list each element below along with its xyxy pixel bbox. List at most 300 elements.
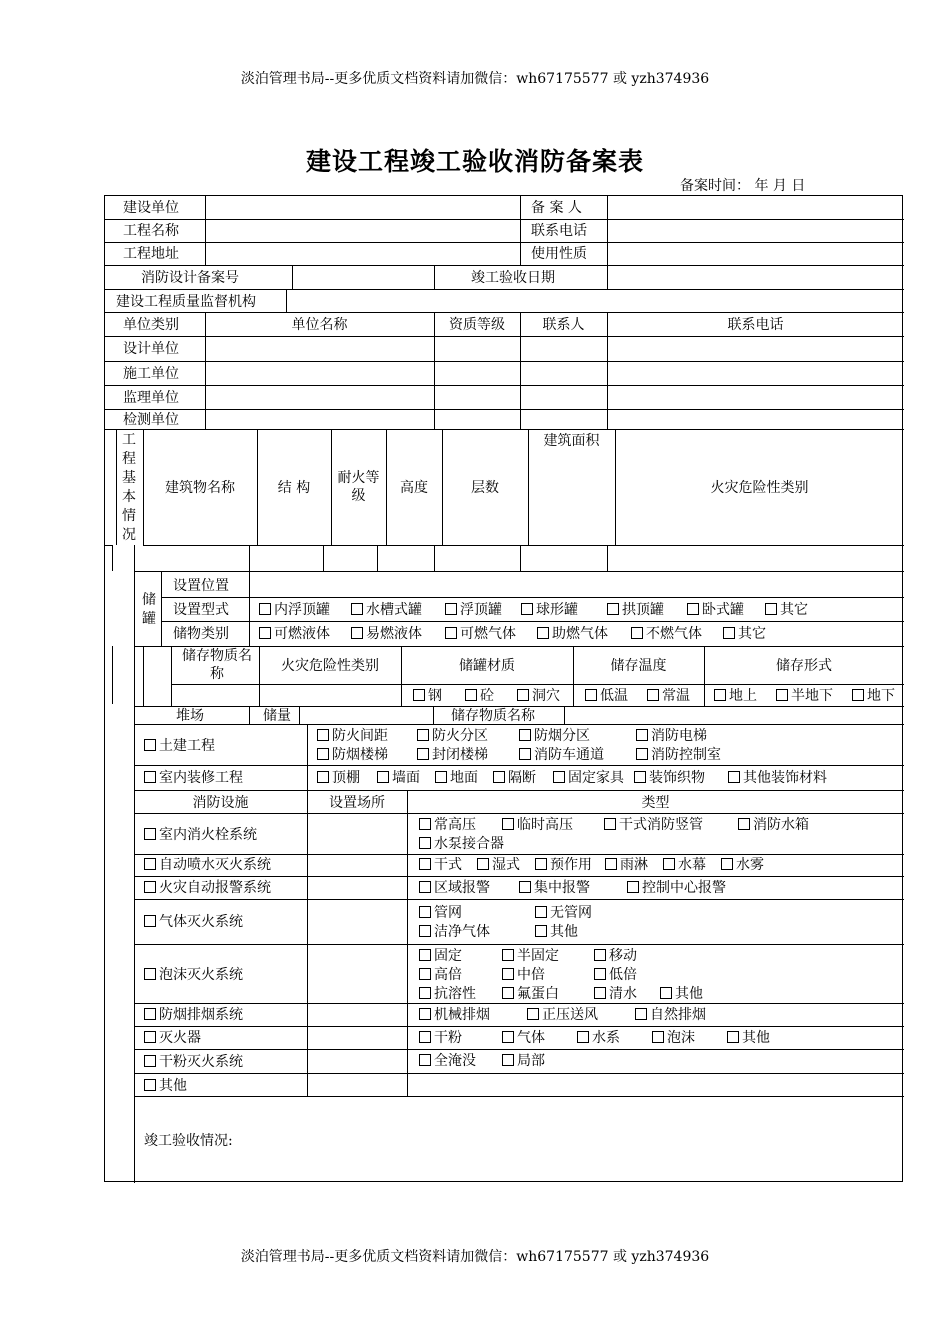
hydrant-label[interactable] — [144, 826, 257, 844]
interior-opt-option-label: 装饰织物 — [649, 770, 705, 786]
civil-opt-option-label: 封闭楼梯 — [432, 747, 488, 763]
tank-storage-option[interactable] — [351, 625, 422, 643]
grid-line — [433, 706, 434, 724]
grid-line — [607, 196, 608, 265]
extinguisher-label-label: 灭火器 — [159, 1030, 201, 1046]
grid-line — [161, 571, 162, 646]
checkbox[interactable] — [477, 858, 489, 870]
page-footer: 淡泊管理书局--更多优质文档资料请加微信：wh67175577 或 yzh374936 — [240, 1249, 710, 1265]
interior-opt-option[interactable] — [553, 769, 624, 787]
foam-opt-option-label: 半固定 — [517, 948, 559, 964]
hydrant-opt-option-label: 水泵接合器 — [434, 836, 504, 852]
project-address-label: 工程地址 — [123, 246, 179, 262]
checkbox[interactable] — [419, 858, 431, 870]
tank-form-option[interactable] — [714, 687, 757, 705]
grid-line — [564, 706, 565, 724]
hydrant-opt-option[interactable] — [419, 835, 504, 853]
checkbox[interactable] — [635, 1008, 647, 1020]
tank-type-option[interactable] — [607, 601, 664, 619]
yard-label: 堆场 — [176, 708, 204, 724]
alarm-label[interactable] — [144, 879, 271, 897]
grid-line — [323, 545, 324, 571]
grid-line — [134, 765, 904, 766]
tank-type-option-label: 卧式罐 — [702, 602, 744, 618]
tank-storage-option-label: 助燃气体 — [552, 626, 608, 642]
sprinkler-label-label: 自动喷水灭火系统 — [159, 857, 271, 873]
tank-material-option[interactable] — [413, 687, 442, 705]
foam-opt-option[interactable] — [594, 966, 637, 984]
ext-opt-option[interactable] — [727, 1029, 770, 1047]
checkbox[interactable] — [765, 603, 777, 615]
civil-opt-option[interactable] — [417, 727, 488, 745]
grid-line — [105, 219, 904, 220]
other-facility-label-label: 其他 — [159, 1078, 187, 1094]
checkbox[interactable] — [577, 1031, 589, 1043]
civil-opt-option[interactable] — [519, 727, 590, 745]
foam-opt-option[interactable] — [419, 947, 462, 965]
interior-opt-option-label: 其他装饰材料 — [743, 770, 827, 786]
contact-phone-label: 联系电话 — [531, 223, 587, 239]
gas-opt-option-label: 其他 — [550, 924, 578, 940]
tank-col-temp: 储存温度 — [610, 658, 667, 674]
grid-line — [134, 1073, 904, 1074]
checkbox[interactable] — [144, 739, 156, 751]
checkbox[interactable] — [535, 858, 547, 870]
building-col-fire-rating: 耐火等级 — [337, 470, 380, 504]
sprinkler-opt-option-label: 预作用 — [550, 857, 592, 873]
unit-row-label: 检测单位 — [123, 412, 179, 428]
checkbox[interactable] — [634, 771, 646, 783]
checkbox[interactable] — [631, 627, 643, 639]
sprinkler-opt-option[interactable] — [721, 856, 764, 874]
checkbox[interactable] — [144, 1031, 156, 1043]
unit-col-grade: 资质等级 — [449, 317, 505, 333]
ext-opt-option-label: 气体 — [517, 1030, 545, 1046]
checkbox[interactable] — [493, 771, 505, 783]
checkbox[interactable] — [594, 987, 606, 999]
checkbox[interactable] — [419, 987, 431, 999]
interior-opt-option-label: 顶棚 — [332, 770, 360, 786]
tank-type-option-label: 球形罐 — [536, 602, 578, 618]
sprinkler-opt-option[interactable] — [535, 856, 592, 874]
checkbox[interactable] — [419, 1054, 431, 1066]
foam-opt-option-label: 低倍 — [609, 967, 637, 983]
hydrant-opt-option[interactable] — [604, 816, 703, 834]
checkbox[interactable] — [519, 881, 531, 893]
ext-opt-option[interactable] — [502, 1029, 545, 1047]
hydrant-opt-option[interactable] — [502, 816, 573, 834]
checkbox[interactable] — [535, 906, 547, 918]
alarm-opt-option[interactable] — [419, 879, 490, 897]
foam-opt-option[interactable] — [594, 947, 637, 965]
smoke-opt-option[interactable] — [635, 1006, 706, 1024]
interior-opt-option-label: 墙面 — [392, 770, 420, 786]
tank-col-hazard: 火灾危险性类别 — [281, 658, 379, 674]
checkbox[interactable] — [317, 748, 329, 760]
sprinkler-opt-option-label: 干式 — [434, 857, 462, 873]
foam-opt-option-label: 中倍 — [517, 967, 545, 983]
sprinkler-opt-option[interactable] — [605, 856, 648, 874]
ext-opt-option[interactable] — [577, 1029, 620, 1047]
hydrant-opt-option[interactable] — [419, 816, 476, 834]
civil-label[interactable] — [144, 737, 215, 755]
tank-temp-option-label: 低温 — [600, 688, 628, 704]
grid-line — [249, 571, 250, 646]
checkbox[interactable] — [517, 689, 529, 701]
grid-line — [607, 265, 608, 289]
tank-material-option[interactable] — [517, 687, 560, 705]
alarm-opt-option-label: 集中报警 — [534, 880, 590, 896]
checkbox[interactable] — [144, 1008, 156, 1020]
tank-type-option[interactable] — [521, 601, 578, 619]
sprinkler-label[interactable] — [144, 856, 271, 874]
interior-opt-option[interactable] — [634, 769, 705, 787]
interior-label-label: 室内装修工程 — [159, 770, 243, 786]
tank-type-option[interactable] — [259, 601, 330, 619]
ext-opt-option[interactable] — [419, 1029, 462, 1047]
powder-label[interactable] — [144, 1053, 243, 1071]
tank-type-option[interactable] — [687, 601, 744, 619]
ext-opt-option[interactable] — [652, 1029, 695, 1047]
grid-line — [105, 242, 904, 243]
grid-line — [401, 646, 402, 706]
smoke-label-label: 防烟排烟系统 — [159, 1007, 243, 1023]
checkbox[interactable] — [419, 1008, 431, 1020]
interior-opt-option[interactable] — [317, 769, 360, 787]
grid-line — [105, 312, 904, 313]
interior-opt-option-label: 隔断 — [508, 770, 536, 786]
checkbox[interactable] — [445, 603, 457, 615]
checkbox[interactable] — [502, 949, 514, 961]
powder-opt-option-label: 全淹没 — [434, 1053, 476, 1069]
grid-line — [704, 646, 705, 706]
checkbox[interactable] — [607, 603, 619, 615]
facility-col-type: 类型 — [641, 795, 670, 811]
tank-storage-label: 储物类别 — [173, 626, 229, 642]
record-time: 备案时间： 年 月 日 — [680, 178, 806, 194]
checkbox[interactable] — [627, 881, 639, 893]
building-side-label: 工程基本情况 — [122, 432, 136, 543]
checkbox[interactable] — [660, 987, 672, 999]
civil-opt-option-label: 防火分区 — [432, 728, 488, 744]
interior-opt-option[interactable] — [728, 769, 827, 787]
checkbox[interactable] — [413, 689, 425, 701]
grid-line — [134, 944, 904, 945]
tank-material-option[interactable] — [465, 687, 494, 705]
checkbox[interactable] — [417, 748, 429, 760]
foam-opt-option[interactable] — [419, 966, 462, 984]
gas-opt-option[interactable] — [419, 923, 490, 941]
grid-line — [377, 545, 378, 571]
grid-line — [105, 545, 112, 546]
interior-opt-option[interactable] — [493, 769, 536, 787]
acceptance-label: 竣工验收情况: — [144, 1133, 233, 1149]
grid-line — [607, 545, 608, 571]
checkbox[interactable] — [604, 818, 616, 830]
tank-storage-option-label: 可燃液体 — [274, 626, 330, 642]
tank-storage-option[interactable] — [723, 625, 766, 643]
hydrant-label-label: 室内消火栓系统 — [159, 827, 257, 843]
sprinkler-opt-option[interactable] — [663, 856, 706, 874]
checkbox[interactable] — [728, 771, 740, 783]
foam-label-label: 泡沫灭火系统 — [159, 967, 243, 983]
checkbox[interactable] — [776, 689, 788, 701]
tank-type-option[interactable] — [351, 601, 422, 619]
checkbox[interactable] — [417, 729, 429, 741]
tank-material-option-label: 钢 — [428, 688, 442, 704]
foam-opt-option[interactable] — [594, 985, 637, 1003]
grid-line — [520, 196, 521, 265]
gas-opt-option-label: 管网 — [434, 905, 462, 921]
checkbox[interactable] — [419, 968, 431, 980]
alarm-opt-option-label: 控制中心报警 — [642, 880, 726, 896]
checkbox[interactable] — [317, 729, 329, 741]
gas-label[interactable] — [144, 913, 243, 931]
tank-storage-option[interactable] — [631, 625, 702, 643]
tank-form-option[interactable] — [852, 687, 895, 705]
checkbox[interactable] — [419, 949, 431, 961]
foam-opt-option[interactable] — [502, 966, 545, 984]
civil-opt-option[interactable] — [417, 746, 488, 764]
smoke-opt-option-label: 正压送风 — [542, 1007, 598, 1023]
grid-line — [112, 545, 113, 571]
gas-opt-option[interactable] — [419, 904, 462, 922]
completion-date-label: 竣工验收日期 — [471, 270, 555, 286]
hydrant-opt-option-label: 临时高压 — [517, 817, 573, 833]
unit-col-contact: 联系人 — [542, 317, 585, 333]
fire-design-no-label: 消防设计备案号 — [141, 270, 239, 286]
extinguisher-label[interactable] — [144, 1029, 201, 1047]
grid-line — [134, 790, 904, 791]
grid-line — [105, 429, 904, 430]
powder-opt-option-label: 局部 — [517, 1053, 545, 1069]
checkbox[interactable] — [727, 1031, 739, 1043]
foam-opt-option[interactable] — [660, 985, 703, 1003]
tank-type-option-label: 内浮顶罐 — [274, 602, 330, 618]
checkbox[interactable] — [687, 603, 699, 615]
grid-line — [134, 571, 135, 706]
building-col-structure: 结 构 — [277, 480, 311, 496]
checkbox[interactable] — [647, 689, 659, 701]
grid-line — [331, 429, 332, 545]
tank-type-option[interactable] — [445, 601, 502, 619]
checkbox[interactable] — [723, 627, 735, 639]
unit-row-label: 设计单位 — [123, 341, 179, 357]
checkbox[interactable] — [636, 748, 648, 760]
checkbox[interactable] — [721, 858, 733, 870]
tank-storage-option-label: 可燃气体 — [460, 626, 516, 642]
grid-line — [171, 646, 172, 706]
checkbox[interactable] — [419, 906, 431, 918]
checkbox[interactable] — [502, 987, 514, 999]
checkbox[interactable] — [144, 1079, 156, 1091]
hydrant-opt-option-label: 干式消防竖管 — [619, 817, 703, 833]
grid-line — [434, 265, 435, 289]
foam-opt-option-label: 高倍 — [434, 967, 462, 983]
checkbox[interactable] — [465, 689, 477, 701]
ext-opt-option-label: 其他 — [742, 1030, 770, 1046]
checkbox[interactable] — [435, 771, 447, 783]
sprinkler-opt-option-label: 水幕 — [678, 857, 706, 873]
foam-opt-option-label: 其他 — [675, 986, 703, 1002]
grid-line — [143, 646, 144, 706]
grid-line — [434, 545, 435, 571]
grid-line — [161, 597, 904, 598]
tank-form-option-label: 半地下 — [791, 688, 833, 704]
checkbox[interactable] — [351, 627, 363, 639]
grid-line — [134, 1003, 904, 1004]
checkbox[interactable] — [419, 881, 431, 893]
checkbox[interactable] — [553, 771, 565, 783]
gas-opt-option-label: 无管网 — [550, 905, 592, 921]
interior-opt-option[interactable] — [435, 769, 478, 787]
checkbox[interactable] — [259, 627, 271, 639]
sprinkler-opt-option-label: 雨淋 — [620, 857, 648, 873]
smoke-label[interactable] — [144, 1006, 243, 1024]
checkbox[interactable] — [527, 1008, 539, 1020]
unit-col-phone: 联系电话 — [727, 317, 784, 333]
foam-label[interactable] — [144, 966, 243, 984]
grid-line — [573, 646, 574, 706]
grid-line — [105, 409, 904, 410]
tank-storage-option[interactable] — [259, 625, 330, 643]
checkbox[interactable] — [663, 858, 675, 870]
civil-opt-option[interactable] — [519, 746, 604, 764]
tank-type-option-label: 其它 — [780, 602, 808, 618]
smoke-opt-option[interactable] — [527, 1006, 598, 1024]
checkbox[interactable] — [594, 949, 606, 961]
checkbox[interactable] — [519, 729, 531, 741]
checkbox[interactable] — [585, 689, 597, 701]
usage-label: 使用性质 — [531, 246, 587, 262]
checkbox[interactable] — [521, 603, 533, 615]
interior-opt-option[interactable] — [377, 769, 420, 787]
tank-storage-option[interactable] — [445, 625, 516, 643]
checkbox[interactable] — [636, 729, 648, 741]
tank-type-option[interactable] — [765, 601, 808, 619]
unit-col-name: 单位名称 — [291, 317, 348, 333]
sprinkler-opt-option[interactable] — [477, 856, 520, 874]
grid-line — [134, 899, 904, 900]
grid-line — [259, 646, 260, 706]
checkbox[interactable] — [502, 1031, 514, 1043]
checkbox[interactable] — [259, 603, 271, 615]
checkbox[interactable] — [144, 1055, 156, 1067]
checkbox[interactable] — [502, 1054, 514, 1066]
checkbox[interactable] — [144, 771, 156, 783]
interior-opt-option-label: 地面 — [450, 770, 478, 786]
checkbox[interactable] — [714, 689, 726, 701]
smoke-opt-option[interactable] — [419, 1006, 490, 1024]
checkbox[interactable] — [351, 603, 363, 615]
civil-opt-option[interactable] — [317, 746, 388, 764]
form-table — [104, 195, 903, 1182]
sprinkler-opt-option[interactable] — [419, 856, 462, 874]
form-title: 建设工程竣工验收消防备案表 — [305, 147, 644, 176]
civil-opt-option[interactable] — [317, 727, 388, 745]
checkbox[interactable] — [502, 968, 514, 980]
building-col-name: 建筑物名称 — [165, 480, 235, 496]
foam-opt-option[interactable] — [419, 985, 476, 1003]
checkbox[interactable] — [377, 771, 389, 783]
tank-form-option-label: 地下 — [867, 688, 895, 704]
checkbox[interactable] — [502, 818, 514, 830]
unit-col-category: 单位类别 — [123, 317, 179, 333]
checkbox[interactable] — [852, 689, 864, 701]
grid-line — [171, 684, 904, 685]
powder-opt-option[interactable] — [419, 1052, 476, 1070]
checkbox[interactable] — [605, 858, 617, 870]
civil-opt-option-label: 防烟楼梯 — [332, 747, 388, 763]
other-facility-label[interactable] — [144, 1077, 187, 1095]
alarm-opt-option[interactable] — [627, 879, 726, 897]
foam-opt-option[interactable] — [502, 985, 559, 1003]
checkbox[interactable] — [652, 1031, 664, 1043]
checkbox[interactable] — [445, 627, 457, 639]
checkbox[interactable] — [535, 925, 547, 937]
yard-volume-label: 储量 — [263, 708, 291, 724]
hydrant-opt-option[interactable] — [738, 816, 809, 834]
yard-material-label: 储存物质名称 — [451, 708, 535, 724]
checkbox[interactable] — [144, 828, 156, 840]
checkbox[interactable] — [519, 748, 531, 760]
powder-opt-option[interactable] — [502, 1052, 545, 1070]
tank-temp-option[interactable] — [585, 687, 628, 705]
checkbox[interactable] — [594, 968, 606, 980]
filer-label: 备 案 人 — [531, 200, 582, 216]
checkbox[interactable] — [738, 818, 750, 830]
tank-temp-option[interactable] — [647, 687, 690, 705]
checkbox[interactable] — [144, 858, 156, 870]
civil-opt-option-label: 消防电梯 — [651, 728, 707, 744]
checkbox[interactable] — [419, 925, 431, 937]
checkbox[interactable] — [144, 968, 156, 980]
civil-opt-option[interactable] — [636, 746, 721, 764]
checkbox[interactable] — [144, 915, 156, 927]
civil-opt-option[interactable] — [636, 727, 707, 745]
page-header: 淡泊管理书局--更多优质文档资料请加微信：wh67175577 或 yzh374936 — [240, 71, 710, 87]
gas-opt-option[interactable] — [535, 904, 592, 922]
checkbox[interactable] — [419, 837, 431, 849]
tank-temp-option-label: 常温 — [662, 688, 690, 704]
checkbox[interactable] — [419, 818, 431, 830]
interior-label[interactable] — [144, 769, 243, 787]
gas-label-label: 气体灭火系统 — [159, 914, 243, 930]
civil-opt-option-label: 防火间距 — [332, 728, 388, 744]
alarm-opt-option[interactable] — [519, 879, 590, 897]
smoke-opt-option-label: 机械排烟 — [434, 1007, 490, 1023]
foam-opt-option[interactable] — [502, 947, 559, 965]
grid-line — [134, 876, 904, 877]
grid-line — [134, 854, 904, 855]
sprinkler-opt-option-label: 水雾 — [736, 857, 764, 873]
grid-line — [161, 621, 904, 622]
unit-row-label: 施工单位 — [123, 366, 179, 382]
grid-line — [249, 545, 250, 571]
checkbox[interactable] — [419, 1031, 431, 1043]
tank-storage-option[interactable] — [537, 625, 608, 643]
tank-form-option[interactable] — [776, 687, 833, 705]
grid-line — [307, 724, 308, 790]
checkbox[interactable] — [537, 627, 549, 639]
checkbox[interactable] — [144, 881, 156, 893]
checkbox[interactable] — [317, 771, 329, 783]
facility-col-place: 设置场所 — [329, 795, 385, 811]
tank-col-substance: 储存物质名称 — [182, 648, 252, 682]
gas-opt-option[interactable] — [535, 923, 578, 941]
tank-type-option-label: 浮顶罐 — [460, 602, 502, 618]
facility-col-name: 消防设施 — [192, 795, 249, 811]
